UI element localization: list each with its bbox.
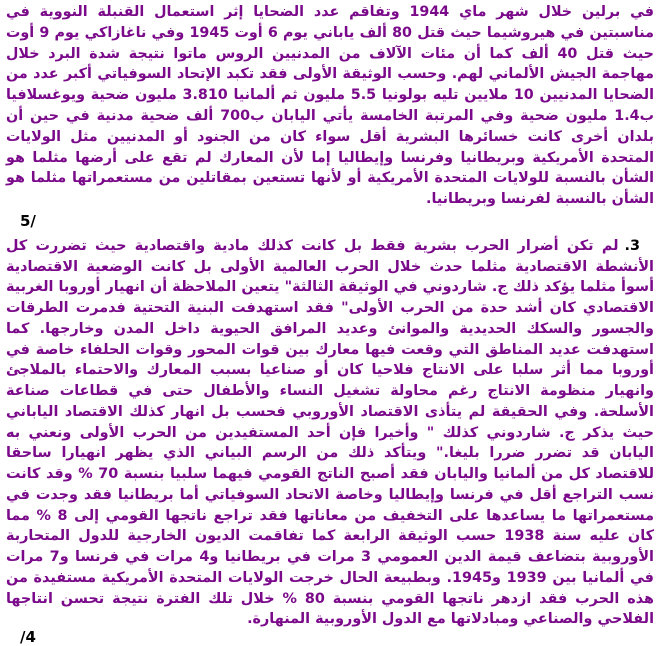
paragraph-economic-losses-text: لم تكن أضرار الحرب بشرية فقط بل كانت كذلك مادية واقتصادية حيث تضررت كل الأنشطة الاقتصادية مثلما حدث خلال الحرب العالمية الأولى بل كانت الوضعية الاقتصادية أسوأ مثلما يؤكد ذلك ج. شاردوني في الوثيقة الثالثة" يتعين الملاحظة أن انهيار أوروبا الغربية الاقتصادي كان أشد حدة من الحرب الأولى" فقد استهدفت البنية التحتية فدمرت الطرقات والجسور والسكك الحديدية والموانئ وعديد المرافق الحيوية داخل المدن وخارجها. كما استهدفت عديد المناطق التي وقعت فيها معارك بين قوات المحور وقوات الحلفاء خاصة في أوروبا مما أثر سلبا على الانتاج فلاحيا كان أو صناعيا بسبب المعارك والاحتماء بالملاجئ وانهيار منظومة الانتاج رغم محاولة تشغيل النساء والأطفال حتى في قطاعات صناعة الأسلحة. وفي الحقيقة لم يتأذى الاقتصاد الأوروبي فحسب بل انهار كذلك الاقتصاد الياباني حيث يذكر ج. شاردوني كذلك " وأخيرا فإن أحد المستفيدين من الحرب الأولى ونعني به اليابان قد تضرر ضررا بليغا." ويتأكد ذلك من الرسم البياني الذي يظهر انهيارا ساحقا للاقتصاد كل من ألمانيا واليابان فقد أصبح الناتج القومي فيهما سلبيا بنسبة 70 % وقد كانت نسب التراجع أقل في فرنسا وإيطاليا وخاصة الاتحاد السوفياتي أما بريطانيا فقد وجدت في مستعمراتها ما يساعدها على التخفيف من معاناتها فقد تراجع ناتجها القومي إلى 8 % مما كان عليه سنة 1938 حسب الوثيقة الرابعة كما تفاقمت الديون الخارجية للدول المتحاربة الأوروبية بتضاعف قيمة الدين العمومي 3 مرات في بريطانيا و4 مرات في فرنسا و7 مرات في ألمانيا بين 1939 و1945. وبطبيعة الحال خرجت الولايات المتحدة الأمريكية مستفيدة من هذه الحرب فقد ازدهر ناتجها القومي بنسبة 80 % خلال تلك الفترة نتيجة تحسن انتاجها الفلاحي والصناعي ومبادلاتها مع الدول الأوروبية المنهارة.: [6, 237, 654, 628]
paragraph-number: 3.: [624, 237, 640, 254]
score-mark-2: /4: [20, 628, 36, 646]
paragraph-human-losses: في برلين خلال شهر ماي 1944 وتفاقم عدد الضحايا إثر استعمال القنبلة النووية في مناسبتين في هيروشيما حيث قتل 80 ألف ياباني يوم 6 أوت 1945 وفي ناغازاكي يوم 9 أوت حيث قتل 40 ألف كما أن مئات الآلاف من المدنيين الروس ماتوا نتيجة شدة البرد خلال مهاجمة الجيش الألماني لهم. وحسب الوثيقة الأولى فقد تكبد الإتحاد السوفياتي أكبر عدد من الضحايا المدنيين 10 ملايين تليه بولونيا 5.5 مليون ثم ألمانيا 3.810 مليون ضحية ويوغسلافيا ب1.4 مليون ضحية وفي المرتبة الخامسة يأتي اليابان ب700 ألف ضحية مدنية في حين أن بلدان أخرى كانت خسائرها البشرية أقل سواء كان من الجنود أو المدنيين مثل الولايات المتحدة الأمريكية وبريطانيا وفرنسا وإيطاليا إما لأن المعارك لم تقع على أرضها مثلما هو الشأن بالنسبة للولايات المتحدة الأمريكية أو لأنها تستعين بمقاتلين من مستعمراتها مثلما هو الشأن بالنسبة لفرنسا وبريطانيا.: [6, 4, 654, 208]
score-mark-1: 5/: [20, 211, 36, 230]
paragraph-economic-losses: [6, 236, 654, 630]
document-page: [6, 2, 654, 646]
